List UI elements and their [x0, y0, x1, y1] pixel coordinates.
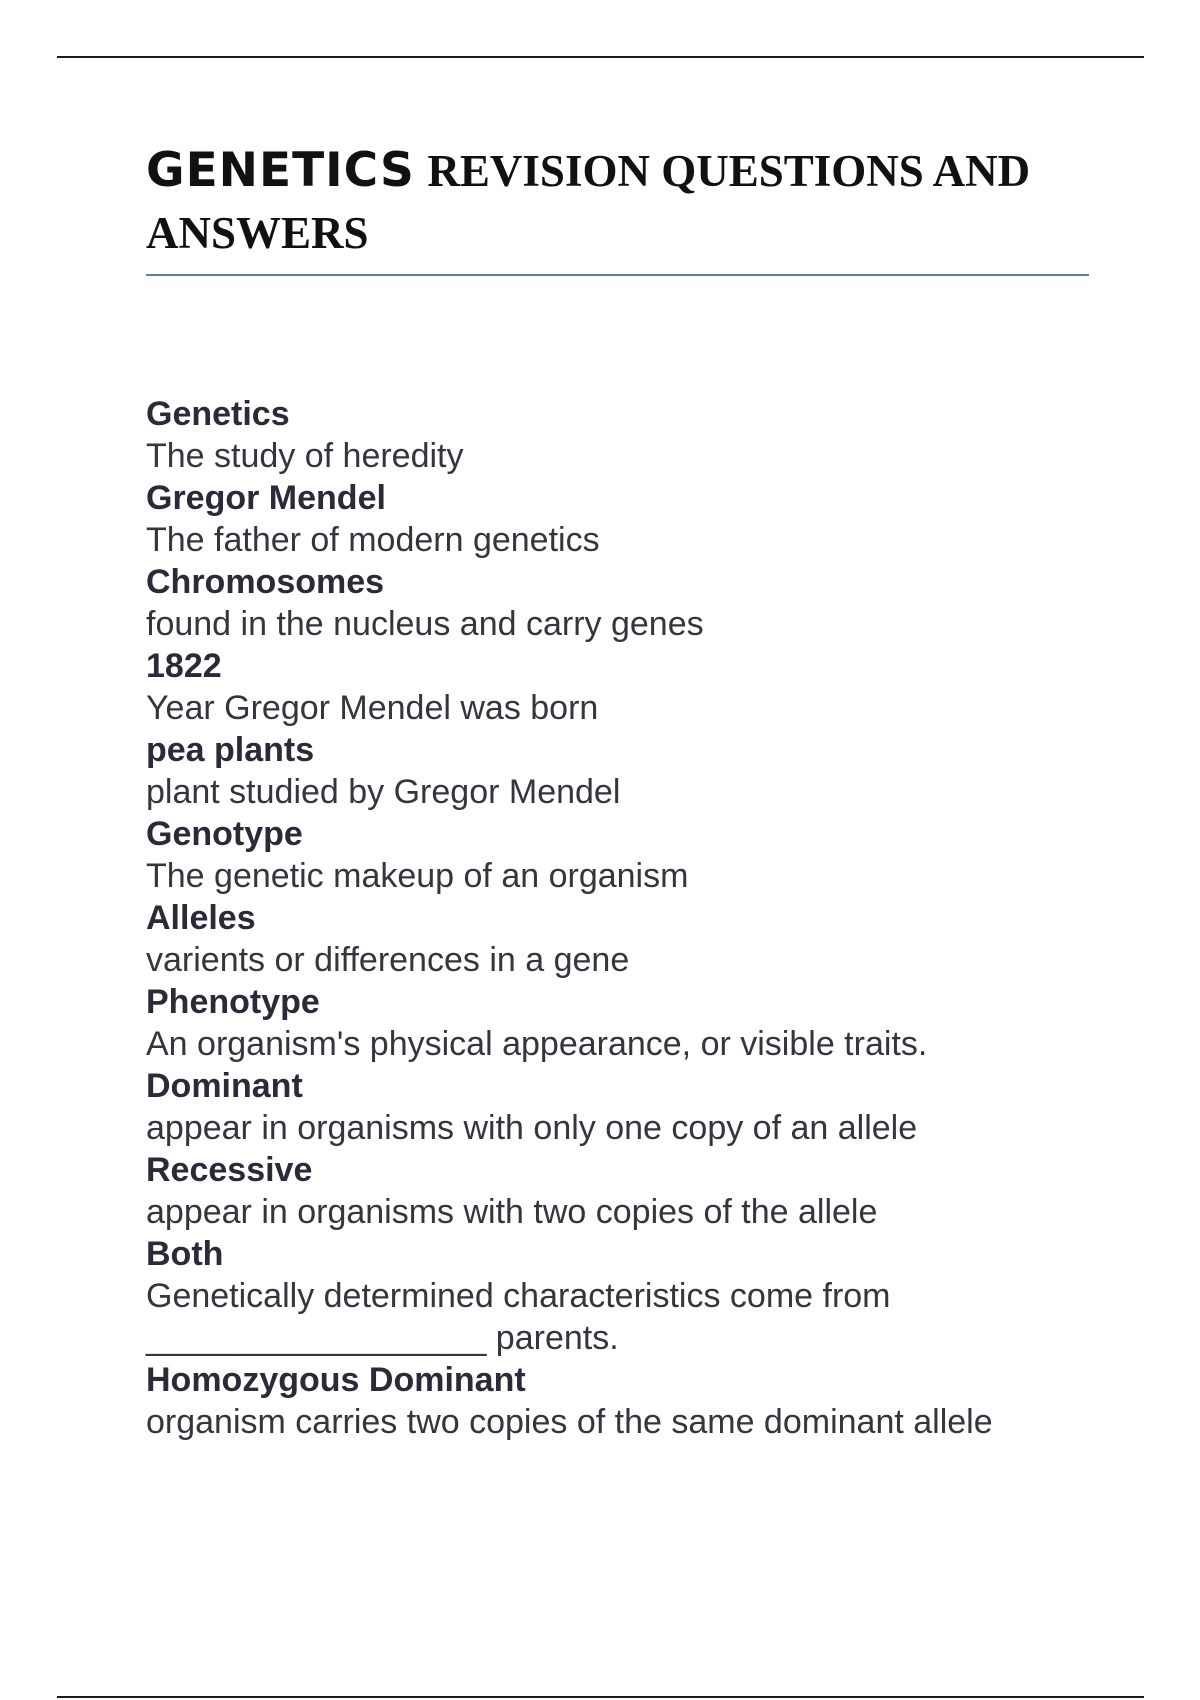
qa-list [146, 393, 1146, 1443]
qa-definition: The genetic makeup of an organism [146, 857, 689, 895]
qa-item [146, 561, 1146, 645]
qa-item [146, 813, 1146, 897]
qa-term: Chromosomes [146, 563, 385, 601]
qa-item [146, 981, 1146, 1065]
qa-term: Recessive [146, 1151, 313, 1189]
page-title [146, 140, 1089, 264]
qa-item [146, 1149, 1146, 1233]
qa-definition: An organism's physical appearance, or visible traits. [146, 1025, 928, 1063]
qa-item [146, 1359, 1146, 1443]
qa-item [146, 393, 1146, 477]
qa-item [146, 477, 1146, 561]
qa-term: Alleles [146, 899, 256, 937]
qa-term: Genetics [146, 395, 290, 433]
qa-definition: found in the nucleus and carry genes [146, 605, 704, 643]
qa-definition: The study of heredity [146, 437, 464, 475]
qa-term: Genotype [146, 815, 303, 853]
title-underline [146, 274, 1089, 276]
bottom-rule [57, 1696, 1144, 1698]
qa-item [146, 645, 1146, 729]
qa-item [146, 1065, 1146, 1149]
qa-term: Homozygous Dominant [146, 1361, 526, 1399]
title-block [146, 140, 1089, 276]
qa-term: Gregor Mendel [146, 479, 386, 517]
page-title-first-word: GENETICS [146, 143, 415, 198]
qa-definition: The father of modern genetics [146, 521, 600, 559]
qa-term: Dominant [146, 1067, 303, 1105]
qa-term: Phenotype [146, 983, 320, 1021]
qa-definition: Year Gregor Mendel was born [146, 689, 599, 727]
qa-definition: Genetically determined characteristics come from __________________ parents. [146, 1277, 891, 1357]
qa-item [146, 729, 1146, 813]
qa-definition: plant studied by Gregor Mendel [146, 773, 621, 811]
qa-definition: varients or differences in a gene [146, 941, 630, 979]
qa-item [146, 897, 1146, 981]
qa-definition: organism carries two copies of the same dominant allele [146, 1403, 993, 1441]
qa-term: Both [146, 1235, 224, 1273]
page-title-rest: REVISION QUESTIONS AND ANSWERS [146, 146, 1031, 258]
qa-term: 1822 [146, 647, 222, 685]
qa-definition: appear in organisms with two copies of the allele [146, 1193, 878, 1231]
qa-item [146, 1233, 1146, 1359]
top-rule [57, 56, 1144, 58]
qa-term: pea plants [146, 731, 315, 769]
qa-definition: appear in organisms with only one copy of an allele [146, 1109, 918, 1147]
